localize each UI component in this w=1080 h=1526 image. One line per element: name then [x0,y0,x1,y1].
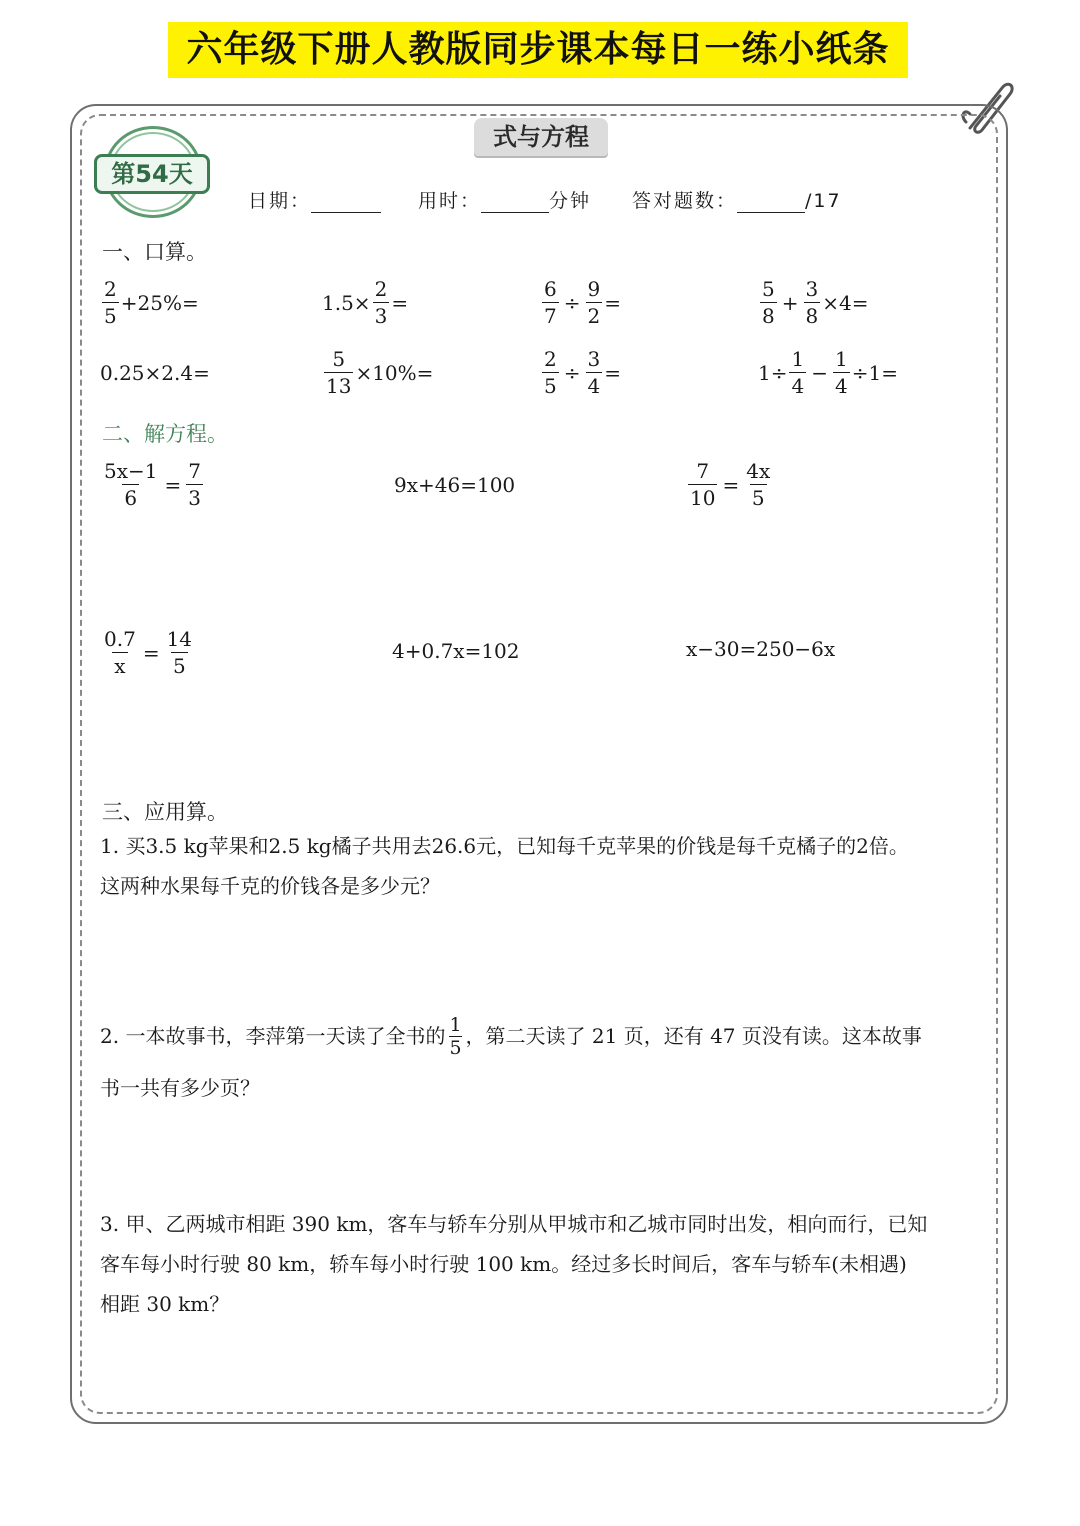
fraction [586,346,603,399]
fraction [586,276,603,329]
time-label: 用时： [418,190,482,212]
problem-3-line-2: 客车每小时行驶 80 km，轿车每小时行驶 100 km。经过多长时间后，客车与轿车(未相遇) [100,1252,907,1276]
denominator: 2 [587,304,601,328]
denominator: 10 [690,486,716,510]
numerator: 5x−1 [104,459,158,483]
problem-1-line-1: 1. 买3.5 kg苹果和2.5 kg橘子共用去26.6元，已知每千克苹果的价钱是每千克橘子的2倍。 [100,834,909,858]
numerator: 1 [834,347,848,371]
equation-5 [392,624,520,678]
time-field [418,186,591,213]
score-field [632,186,842,213]
expr-rest: = [604,290,621,315]
problem-2-pre: 2. 一本故事书，李萍第一天读了全书的 [100,1024,446,1048]
expr-rest: ÷1= [851,360,898,385]
numerator: 7 [696,459,710,483]
section-equations-title: 二、解方程。 [102,422,228,446]
date-label: 日期： [248,190,312,212]
expr-text: 9x+46=100 [394,473,516,497]
score-blank[interactable] [737,188,805,213]
time-blank[interactable] [481,188,549,213]
fraction [186,458,203,511]
oral-q6 [322,346,433,399]
fraction [760,276,777,329]
fraction [542,276,559,329]
fraction [542,346,559,399]
equation-3 [686,458,774,511]
date-blank[interactable] [311,188,381,213]
score-label: 答对题数： [632,190,738,212]
numerator: 3 [805,277,819,301]
operator: ÷ [563,360,581,385]
numerator: 5 [332,347,346,371]
numerator: 0.7 [104,627,136,651]
numerator: 6 [544,277,557,301]
expr-rest: +25%= [120,290,199,315]
numerator: 2 [544,347,557,371]
problem-3-line-1: 3. 甲、乙两城市相距 390 km，客车与轿车分别从甲城市和乙城市同时出发，相向而行，已知 [100,1212,928,1236]
operator: ÷ [563,290,581,315]
oral-q1 [100,276,199,329]
operator: − [811,360,828,385]
operator: = [164,472,182,497]
expr-text: x−30=250−6x [686,637,836,661]
numerator: 2 [104,277,117,301]
problem-2-line-2: 书一共有多少页？ [100,1076,260,1100]
section-application-title: 三、应用算。 [102,800,228,824]
fraction [373,276,390,329]
fraction [833,346,850,399]
denominator: 8 [805,304,819,328]
problem-2-post: ，第二天读了 21 页，还有 47 页没有读。这本故事 [465,1024,922,1048]
denominator: 4 [834,374,848,398]
numerator: 3 [587,347,601,371]
operator: = [722,472,740,497]
oral-q7 [540,346,621,399]
problem-1 [100,826,980,906]
denominator: 5 [751,486,765,510]
oral-q2 [322,276,408,329]
problem-2-line-1 [100,1010,922,1062]
denominator: 13 [326,374,352,398]
fraction [449,1014,461,1059]
page-banner: 六年级下册人教版同步课本每日一练小纸条 [168,22,908,78]
denominator: 5 [544,374,557,398]
day-badge-label: 第54天 [94,154,210,194]
expr-rest: ×4= [822,290,869,315]
fraction [102,626,138,679]
numerator: 4x [746,459,771,483]
problem-2 [100,1010,980,1110]
fraction [789,346,806,399]
denominator: 3 [374,304,388,328]
denominator: 4 [587,374,601,398]
oral-q5 [100,346,210,400]
fraction [744,458,772,511]
expr-rest: ×10%= [355,360,434,385]
denominator: 5 [172,654,186,678]
expr-rest: = [391,290,409,315]
fraction [165,626,194,679]
numerator: 14 [166,627,193,651]
oral-q8 [758,346,898,399]
equation-2 [394,458,515,512]
denominator: 8 [762,304,775,328]
expr-pre: 1.5× [322,290,371,315]
denominator: 5 [104,304,117,328]
expr-text: 0.25×2.4= [100,361,210,385]
numerator: 9 [587,277,601,301]
problem-3-line-3: 相距 30 km？ [100,1292,230,1316]
denominator: 6 [124,486,138,510]
operator: + [781,290,799,315]
date-field [248,186,381,213]
fraction [102,458,160,511]
expr-pre: 1÷ [758,360,788,385]
fraction [804,276,821,329]
day-badge [92,124,214,224]
operator: = [142,640,160,665]
expr-rest: = [604,360,621,385]
fraction [688,458,717,511]
oral-q3 [540,276,621,329]
problem-3 [100,1204,980,1324]
equation-4 [100,626,196,679]
expr-text: 4+0.7x=102 [392,639,520,663]
numerator: 1 [449,1013,462,1036]
equation-1 [100,458,205,511]
problem-1-line-2: 这两种水果每千克的价钱各是多少元？ [100,874,440,898]
oral-q4 [758,276,868,329]
denominator: 3 [188,486,201,510]
numerator: 5 [762,277,775,301]
time-unit: 分钟 [549,190,592,212]
numerator: 7 [188,459,201,483]
numerator: 2 [374,277,388,301]
denominator: x [114,654,126,678]
fraction [102,276,119,329]
section-oral-title: 一、口算。 [102,240,207,264]
denominator: 5 [449,1036,462,1059]
fraction [324,346,353,399]
denominator: 4 [791,374,805,398]
topic-tab: 式与方程 [474,118,608,156]
numerator: 1 [791,347,805,371]
score-total: /17 [805,190,842,212]
equation-6 [686,622,835,676]
denominator: 7 [544,304,557,328]
